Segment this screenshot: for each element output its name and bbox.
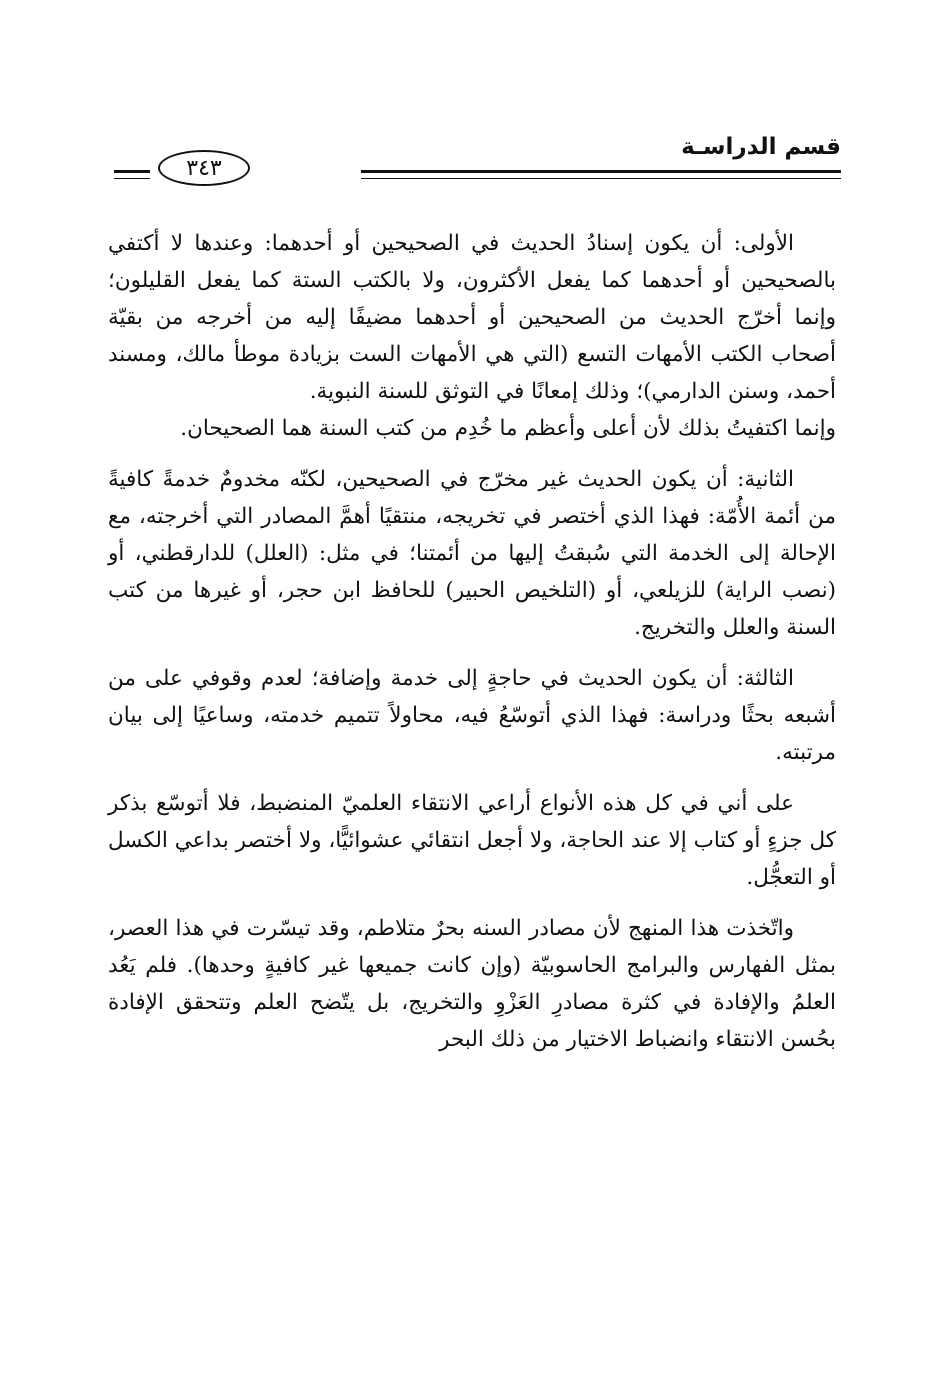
paragraph-text: الثالثة: أن يكون الحديث في حاجةٍ إلى خدمة وإضافة؛ لعدم وقوفي على من أشبعه بحثًا ودراسة: فهذا الذي أتوسّعُ فيه، محاولاً تتميم خدمته، وساعيًا إلى بيان مرتبته. [108, 666, 836, 765]
paragraph-text: واتّخذت هذا المنهج لأن مصادر السنه بحرٌ متلاطم، وقد تيسّرت في هذا العصر، بمثل الفهارس والبرامج الحاسوبيّة (وإن كانت جميعها غير كافيةٍ وحدها). فلم يَعُد العلمُ والإفادة في كثرة مصادرِ العَزْوِ والتخريج، بل يتّضح العلم وتتحقق الإفادة بحُسن الانتقاء وانضباط الاختيار من ذلك البحر [108, 916, 836, 1052]
section-title: قسم الدراسـة [681, 134, 841, 160]
paragraph-method [108, 910, 836, 1058]
header-rule [361, 170, 841, 179]
page-header [110, 128, 841, 188]
paragraph-second [108, 461, 836, 646]
page-number: ٣٤٣ [186, 155, 222, 181]
paragraph-text: وإنما اكتفيتُ بذلك لأن أعلى وأعظم ما خُدِم من كتب السنة هما الصحيحان. [180, 416, 836, 441]
paragraph-text: الثانية: أن يكون الحديث غير مخرّج في الصحيحين، لكنّه مخدومٌ خدمةً كافيةً من أئمة الأُمّة: فهذا الذي أختصر في تخريجه، منتقيًا أهمَّ المصادر التي أخرجته، مع الإحالة إلى الخدمة التي سُبقتُ إليها من أئمتنا؛ في مثل: (العلل) للدارقطني، أو (نصب الراية) للزيلعي، أو (التلخيص الحبير) للحافظ ابن حجر، أو غيرها من كتب السنة والعلل والتخريج. [108, 467, 836, 640]
page-body [108, 225, 836, 1072]
paragraph-third [108, 660, 836, 771]
paragraph-text: على أني في كل هذه الأنواع أراعي الانتقاء العلميّ المنضبط، فلا أتوسّع بذكر كل جزءٍ أو كتاب إلا عند الحاجة، ولا أجعل انتقائي عشوائيًّا، ولا أختصر بداعي الكسل أو التعجُّل. [108, 791, 836, 890]
page-number-badge [158, 150, 250, 186]
paragraph-note [108, 785, 836, 896]
header-rule-short [114, 170, 150, 179]
paragraph-text: الأولى: أن يكون إسنادُ الحديث في الصحيحين أو أحدهما: وعندها لا أكتفي بالصحيحين أو أحدهما كما يفعل الأكثرون، ولا بالكتب الستة كما يفعل القليلون؛ وإنما أخرّج الحديث من الصحيحين أو أحدهما مضيفًا إليه من أخرجه من بقيّة أصحاب الكتب الأمهات التسع (التي هي الأمهات الست بزيادة موطأ مالك، ومسند أحمد، وسنن الدارمي)؛ وذلك إمعانًا في التوثق للسنة النبوية. [108, 231, 836, 404]
paragraph-first [108, 225, 836, 447]
